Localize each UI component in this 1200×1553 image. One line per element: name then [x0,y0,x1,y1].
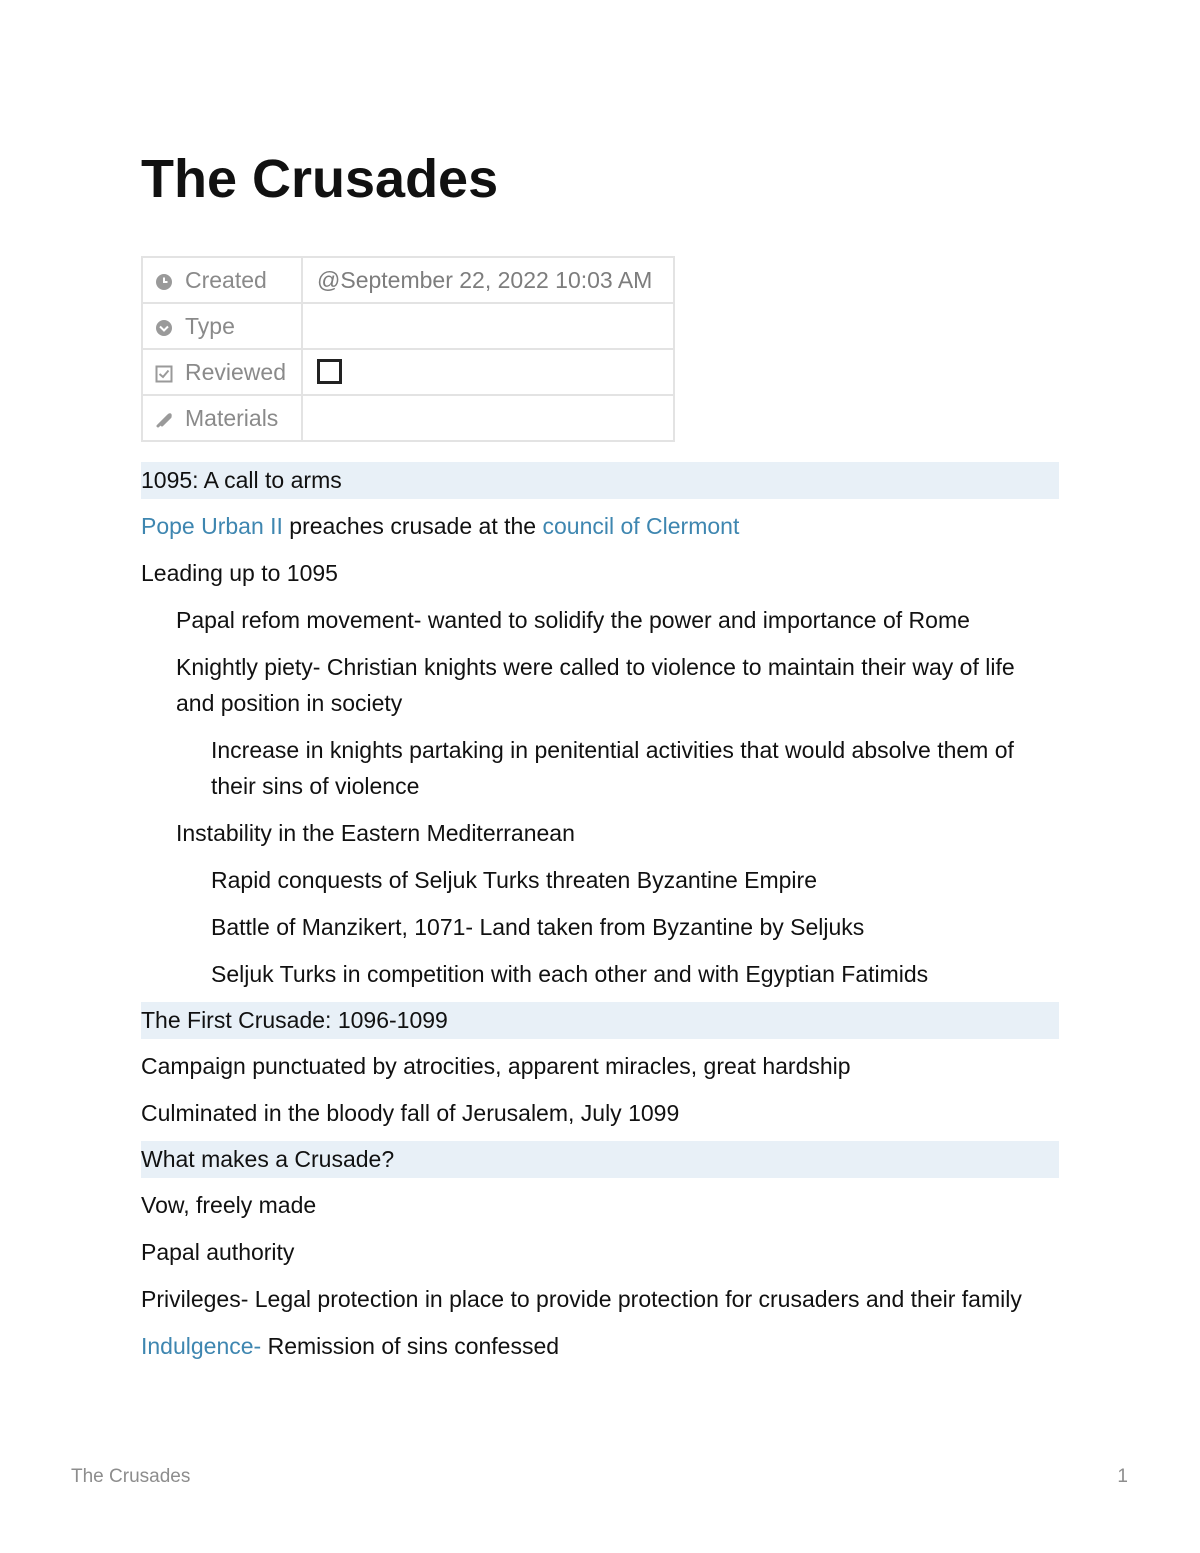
paragraph-papal-authority: Papal authority [141,1239,295,1265]
property-row-type [142,303,674,349]
properties-table [141,256,675,442]
property-value-materials[interactable] [302,395,674,441]
paragraph-manzikert: Battle of Manzikert, 1071- Land taken from Byzantine by Seljuks [211,914,865,940]
paragraph-text: Remission of sins confessed [261,1333,560,1359]
property-value-created[interactable]: @September 22, 2022 10:03 AM [302,257,674,303]
property-row-reviewed [142,349,674,395]
page-content [141,462,1059,1364]
clock-icon [155,270,173,288]
paragraph-knightly-piety: Knightly piety- Christian knights were called to violence to maintain their way of life and position in society [176,654,1015,716]
paragraph-instability: Instability in the Eastern Mediterranean [176,820,575,846]
section-heading-first-crusade: The First Crusade: 1096-1099 [141,1002,1059,1039]
paragraph-privileges: Privileges- Legal protection in place to provide protection for crusaders and their family [141,1286,1022,1312]
property-key-created [142,257,302,303]
link-council-clermont[interactable]: council of Clermont [542,513,740,539]
property-label-type: Type [185,312,235,339]
footer-page-number: 1 [1117,1466,1128,1487]
paragraph-pope-urban [141,508,1059,544]
link-indulgence[interactable]: Indulgence- [141,1333,262,1359]
property-key-reviewed [142,349,302,395]
paragraph-campaign: Campaign punctuated by atrocities, apparent miracles, great hardship [141,1053,851,1079]
property-label-materials: Materials [185,404,279,431]
paperclip-icon [155,408,173,426]
paragraph-text: preaches crusade at the [282,513,543,539]
paragraph-seljuk-competition: Seljuk Turks in competition with each other and with Egyptian Fatimids [211,961,929,987]
property-key-type [142,303,302,349]
reviewed-checkbox[interactable] [317,359,342,384]
page-title: The Crusades [141,149,499,209]
select-icon [155,316,173,334]
footer-document-name: The Crusades [71,1466,191,1487]
checkbox-icon [155,362,173,380]
section-heading-what-makes-crusade: What makes a Crusade? [141,1141,1059,1178]
property-label-reviewed: Reviewed [185,358,286,385]
paragraph-indulgence [141,1328,1059,1364]
paragraph-vow: Vow, freely made [141,1192,317,1218]
property-row-created [142,257,674,303]
link-pope-urban[interactable]: Pope Urban II [141,513,283,539]
paragraph-papal-reform: Papal refom movement- wanted to solidify the power and importance of Rome [176,607,970,633]
paragraph-leading-up: Leading up to 1095 [141,560,338,586]
property-label-created: Created [185,266,267,293]
property-value-reviewed [302,349,674,395]
property-key-materials [142,395,302,441]
paragraph-culminated: Culminated in the bloody fall of Jerusalem, July 1099 [141,1100,680,1126]
property-row-materials [142,395,674,441]
property-value-type[interactable] [302,303,674,349]
paragraph-rapid-conquests: Rapid conquests of Seljuk Turks threaten Byzantine Empire [211,867,817,893]
paragraph-increase-knights: Increase in knights partaking in penitential activities that would absolve them of their sins of violence [211,737,1014,799]
section-heading-call-to-arms: 1095: A call to arms [141,462,1059,499]
